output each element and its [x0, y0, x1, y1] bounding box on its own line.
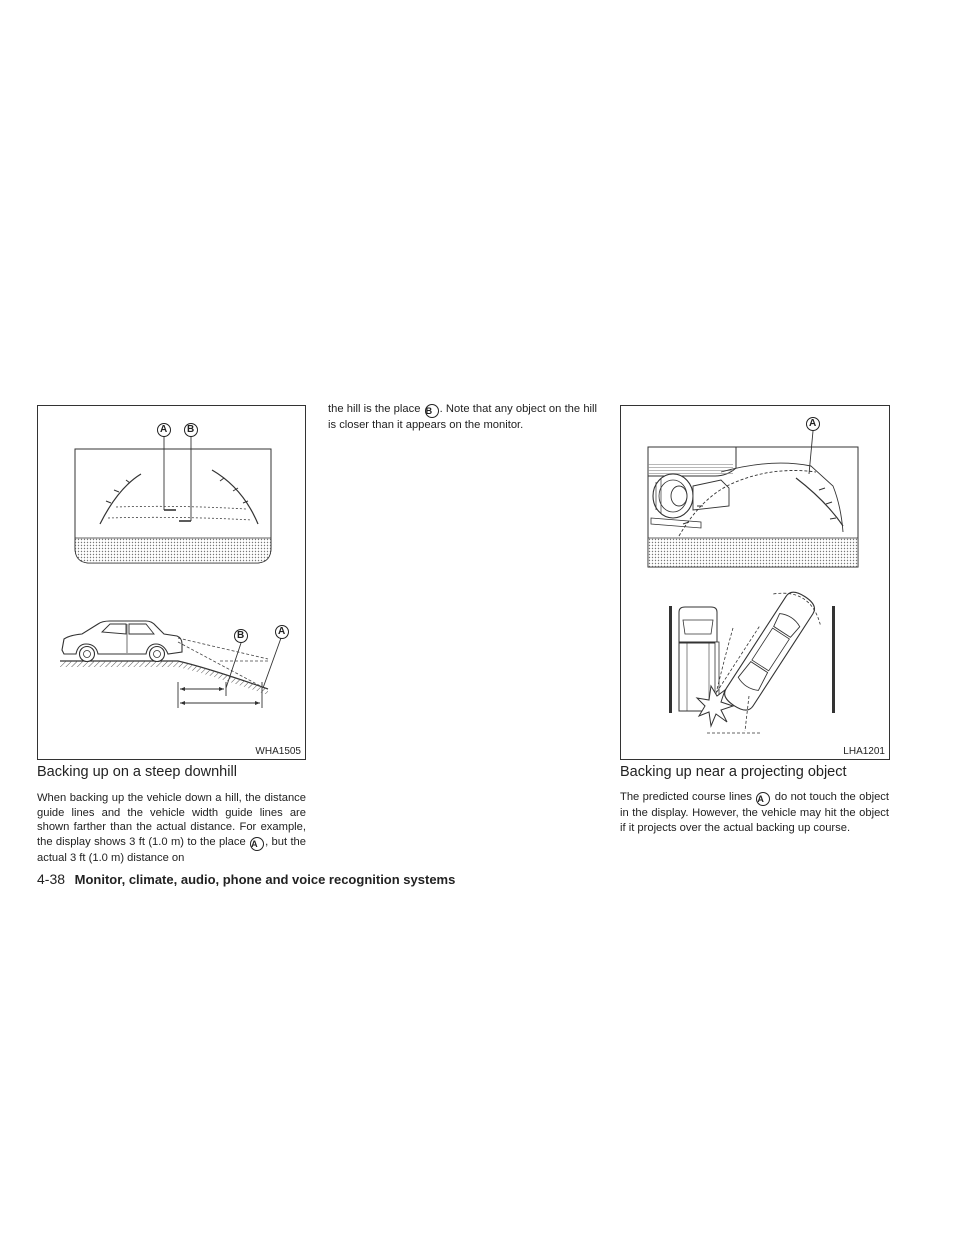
figure-code: WHA1505 — [255, 746, 301, 757]
projecting-object-illustration — [621, 406, 889, 759]
callout-b-top-label: B — [187, 424, 195, 435]
paragraph-projecting-object — [620, 790, 889, 835]
section-heading-steep-downhill: Backing up on a steep downhill — [37, 764, 237, 780]
callout-b-bottom-label: B — [237, 630, 245, 641]
section-heading-projecting-object: Backing up near a projecting object — [620, 764, 847, 780]
paragraph-hill-continued — [328, 402, 597, 433]
figure-steep-downhill — [37, 405, 306, 760]
para-text-1: the hill is the place — [328, 403, 421, 415]
callout-ref-a: A — [756, 792, 770, 806]
callout-a-top-label: A — [160, 424, 168, 435]
parking-top-view — [669, 581, 835, 733]
callout-ref-b: B — [425, 404, 439, 418]
paragraph-steep-downhill — [37, 791, 306, 865]
ground-and-hill — [60, 621, 281, 708]
callout-a-label: A — [809, 418, 817, 429]
callout-a-bottom-label: A — [278, 626, 286, 637]
monitor-screen — [648, 431, 858, 567]
page-number: 4-38 — [37, 871, 66, 887]
para-text-2: . Note that any object on the hill is closer than it appears on the monitor. — [328, 403, 597, 431]
para-text-2: do not touch the object in the display. However, the vehicle may hit the object if it projects over the actual backing up course. — [620, 791, 890, 834]
para-text-1: When backing up the vehicle down a hill, the distance guide lines and the vehicle width guide lines are shown farther than the actual distance. For example, the display shows 3 ft (1.0 m) to the place — [37, 792, 306, 848]
downhill-illustration — [38, 406, 305, 759]
para-text-2: , but the actual 3 ft (1.0 m) distance on — [37, 835, 306, 864]
page-footer — [37, 871, 455, 887]
figure-projecting-object — [620, 405, 890, 760]
callout-ref-a: A — [250, 837, 264, 851]
chapter-title: Monitor, climate, audio, phone and voice recognition systems — [74, 872, 456, 887]
para-text-1: The predicted course lines — [620, 791, 752, 803]
monitor-screen — [75, 436, 271, 563]
figure-code: LHA1201 — [843, 746, 885, 757]
